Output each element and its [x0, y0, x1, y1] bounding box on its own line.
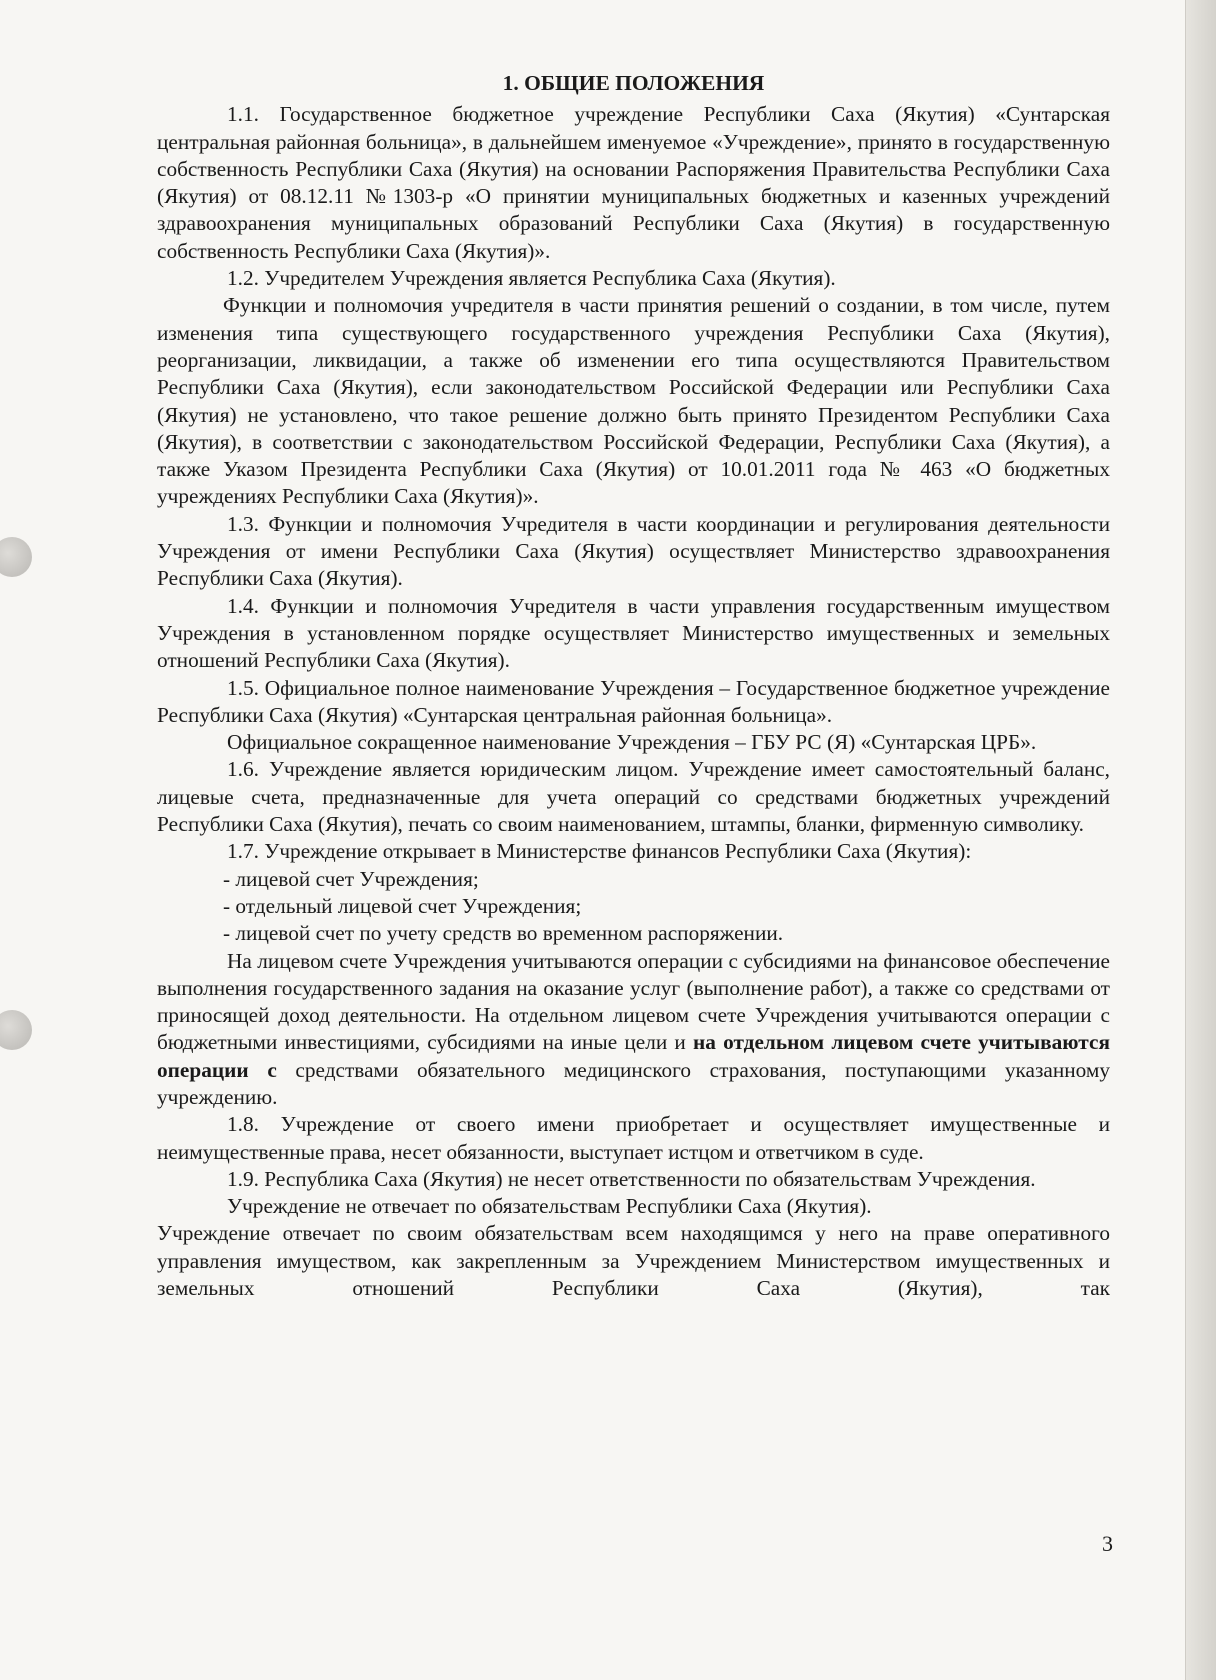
paragraph-1-3: 1.3. Функции и полномочия Учредителя в части координации и регулирования деятельности Учреждения от имени Республики Саха (Якутия) осуществляет Министерство здравоохранения Республики Саха (Якутия).	[157, 511, 1110, 591]
section-heading: 1. ОБЩИЕ ПОЛОЖЕНИЯ	[502, 71, 765, 95]
accounts-bold-phrase: на отдельном лицевом счете учитываются операции с	[157, 1030, 1110, 1082]
paragraph-1-6: 1.6. Учреждение является юридическим лицом. Учреждение имеет самостоятельный баланс, лицевые счета, предназначенные для учета операций со средствами бюджетных учреждений Республики Саха (Якутия), печать со своим наименованием, штампы, бланки, фирменную символику.	[157, 757, 1110, 837]
paragraph-1-7: 1.7. Учреждение открывает в Министерстве финансов Республики Саха (Якутия):	[227, 839, 972, 864]
page-number: 3	[1102, 1531, 1113, 1556]
paragraph-1-1: 1.1. Государственное бюджетное учреждение Республики Саха (Якутия) «Сунтарская центральная районная больница», в дальнейшем именуемое «Учреждение», принято в государственную собственность Республики Саха (Якутия) на основании Распоряжения Правительства Республики Саха (Якутия) от 08.12.11 №1303-р «О принятии муниципальных бюджетных и казенных учреждений здравоохранения муниципальных образований Республики Саха (Якутия) в государственную собственность Республики Саха (Якутия)».	[157, 102, 1110, 263]
paragraph-functions: Функции и полномочия учредителя в части принятия решений о создании, в том числе, путем изменения типа существующего государственного учреждения Республики Саха (Якутия), реорганизации, ликвидации, а также об изменении его типа осуществляются Правительством Республики Саха (Якутия), если законодательством Российской Федерации или Республики Саха (Якутия) не установлено, что такое решение должно быть принято Президентом Республики Саха (Якутия), в соответствии с законодательством Российской Федерации, Республики Саха (Якутия), а также Указом Президента Республики Саха (Якутия) от 10.01.2011 года № 463 «О бюджетных учреждениях Республики Саха (Якутия)».	[157, 293, 1110, 509]
paragraph-liability: Учреждение отвечает по своим обязательствам всем находящимся у него на праве оперативного управления имуществом, как закрепленным за Учреждением Министерством имущественных и земельных отношений Республики Саха (Якутия), так	[157, 1221, 1110, 1301]
paragraph-1-4: 1.4. Функции и полномочия Учредителя в части управления государственным имуществом Учреждения в установленном порядке осуществляет Министерство имущественных и земельных отношений Республики Саха (Якутия).	[157, 593, 1110, 673]
punch-hole	[0, 537, 32, 577]
paragraph-1-8: 1.8. Учреждение от своего имени приобретает и осуществляет имущественные и неимущественные права, несет обязанности, выступает истцом и ответчиком в суде.	[157, 1112, 1110, 1164]
page-edge	[1185, 0, 1216, 1680]
document-body	[157, 70, 1110, 1302]
list-item: - отдельный лицевой счет Учреждения;	[223, 893, 582, 918]
accounts-text-a: На лицевом счете Учреждения учитываются операции с субсидиями на финансовое обеспечение выполнения государственного задания на оказание услуг (выполнение работ), а также со средствами от приносящей доход деятельности. На отдельном лицевом счете Учреждения учитываются операции с бюджетными инвестициями, субсидиями на иные цели и	[157, 948, 1110, 1055]
paragraph-1-5: 1.5. Официальное полное наименование Учреждения – Государственное бюджетное учреждение Республики Саха (Якутия) «Сунтарская центральная районная больница».	[157, 675, 1110, 727]
paragraph-1-9: 1.9. Республика Саха (Якутия) не несет ответственности по обязательствам Учреждения.	[227, 1166, 1036, 1191]
paragraph-not-liable: Учреждение не отвечает по обязательствам Республики Саха (Якутия).	[227, 1194, 872, 1219]
punch-hole	[0, 1010, 32, 1050]
list-item: - лицевой счет Учреждения;	[223, 866, 479, 891]
list-item: - лицевой счет по учету средств во временном распоряжении.	[223, 921, 784, 946]
paragraph-accounts	[157, 948, 1110, 1112]
paragraph-1-2: 1.2. Учредителем Учреждения является Республика Саха (Якутия).	[227, 266, 836, 291]
accounts-text-b: средствами обязательного медицинского страхования, поступающими указанному учреждению.	[157, 1057, 1110, 1109]
paragraph-short-name: Официальное сокращенное наименование Учреждения – ГБУ РС (Я) «Сунтарская ЦРБ».	[227, 730, 1037, 755]
